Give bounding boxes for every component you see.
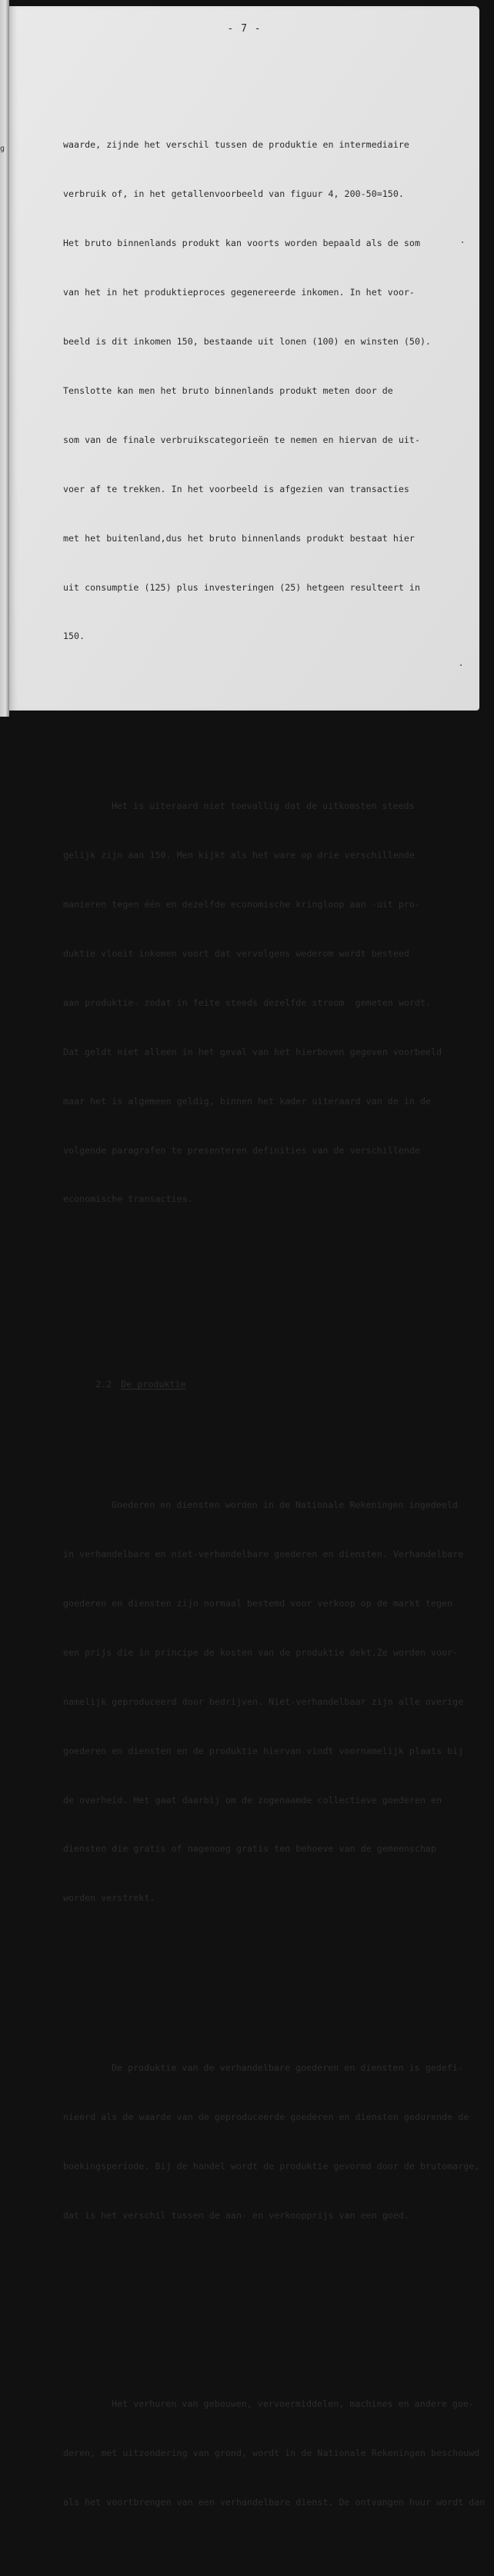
section-number: 2.2: [95, 1379, 112, 1390]
text-line: namelijk geproduceerd door bedrijven. Niet-verhandelbaar zijn alle overige: [63, 1696, 464, 1707]
text-line: van het in het produktieproces gegenereerde inkomen. In het voor-: [63, 287, 415, 298]
document-page: [9, 6, 486, 2508]
text-line: de overheid. Het gaat daarbij om de zogenaamde collectieve goederen en: [63, 1794, 442, 1806]
text-line: goederen en diensten en de produktie hiervan vindt voornamelijk plaats bij: [63, 1745, 464, 1756]
text-line: Tenslotte kan men het bruto binnenlands produkt meten door de: [63, 384, 393, 396]
text-line: uit consumptie (125) plus investeringen (25) hetgeen resulteert in: [63, 581, 420, 593]
text-line: beeld is dit inkomen 150, bestaande uit lonen (100) en winsten (50).: [63, 336, 432, 348]
scan-speck: [462, 241, 463, 243]
text-line: Het verhuren van gebouwen, vervoermiddelen, machines en andere goe-: [112, 2398, 475, 2409]
text-line: Het bruto binnenlands produkt kan voorts worden bepaald als de som: [63, 238, 420, 249]
text-line: met het buitenland,dus het bruto binnenlands produkt bestaat hier: [63, 532, 415, 544]
adjacent-page-text-fragment: g: [0, 145, 5, 153]
text-line: Goederen en diensten worden in de Nationale Rekeningen ingedeeld: [112, 1499, 458, 1511]
text-line: nieerd als de waarde van de geproduceerde goederen en diensten gedurende de: [63, 2112, 469, 2123]
text-line: Dat geldt niet alleen in het geval van het hierboven gegeven voorbeeld: [63, 1046, 442, 1057]
text-line: 150.: [63, 631, 85, 642]
text-line: som van de finale verbruikscategorieën te nemen en hiervan de uit-: [63, 434, 420, 445]
text-line: waarde, zijnde het verschil tussen de produktie en intermediaire: [63, 139, 409, 151]
text-line: aan produktie- zodat in feite steeds dezelfde stroom gemeten wordt.: [63, 997, 432, 1008]
text-line: maar het is algemeen geldig, binnen het kader uiteraard van de in de: [63, 1095, 432, 1107]
text-line: als het voortbrengen van een verhandelbare dienst. De ontvangen huur wordt dan: [63, 2496, 486, 2508]
adjacent-page-edge: [0, 0, 9, 717]
text-line: een prijs die in principe de kosten van de produktie dekt.Ze worden voor-: [63, 1646, 459, 1658]
text-line: duktie vloeit inkomen voort dat vervolgens wederom wordt besteed: [63, 948, 409, 960]
paragraph: [63, 2363, 494, 2543]
section-title: De produktie: [121, 1379, 186, 1390]
text-line: deren, met uitzondering van grond, wordt in de Nationale Rekeningen beschouwd: [63, 2447, 480, 2458]
paragraph: [63, 105, 494, 677]
page-number: - 7 -: [227, 23, 262, 35]
text-line: diensten die gratis of nagenoeg gratis ten behoeve van de gemeenschap: [63, 1843, 437, 1855]
paragraph: [63, 1465, 494, 1940]
text-line: economische transacties.: [63, 1193, 193, 1205]
text-line: goederen en diensten zijn normaal bestemd voor verkoop op de markt tegen: [63, 1598, 453, 1609]
text-line: Het is uiteraard niet toevallig dat de uitkomsten steeds: [112, 800, 415, 812]
text-line: voer af te trekken. In het voorbeeld is afgezien van transacties: [63, 483, 409, 494]
text-line: manieren tegen één en dezelfde economische kringloop aan -uit pro-: [63, 899, 420, 910]
text-line: dat is het verschil tussen de aan- en verkoopprijs van een goed.: [63, 2210, 409, 2221]
text-line: boekingsperiode. Bij de handel wordt de produktie gevormd door de brutomarge,: [63, 2161, 480, 2172]
scan-speck: [460, 664, 462, 666]
text-line: worden verstrekt.: [63, 1892, 155, 1904]
section-heading: [63, 1360, 494, 1390]
text-line: volgende paragrafen te presenteren definities van de verschillende: [63, 1144, 420, 1156]
paragraph: [63, 2028, 494, 2257]
text-line: in verhandelbare en niet-verhandelbare goederen en diensten. Verhandelbare: [63, 1549, 464, 1560]
text-line: verbruik of, in het getallenvoorbeeld van figuur 4, 200-50=150.: [63, 188, 404, 200]
text-line: De produktie van de verhandelbare goederen en diensten is gedefi-: [112, 2062, 463, 2074]
text-line: gelijk zijn aan 150. Men kijkt als het ware op drie verschillende: [63, 850, 415, 861]
paragraph: [63, 766, 494, 1241]
document-body: [63, 55, 494, 2576]
